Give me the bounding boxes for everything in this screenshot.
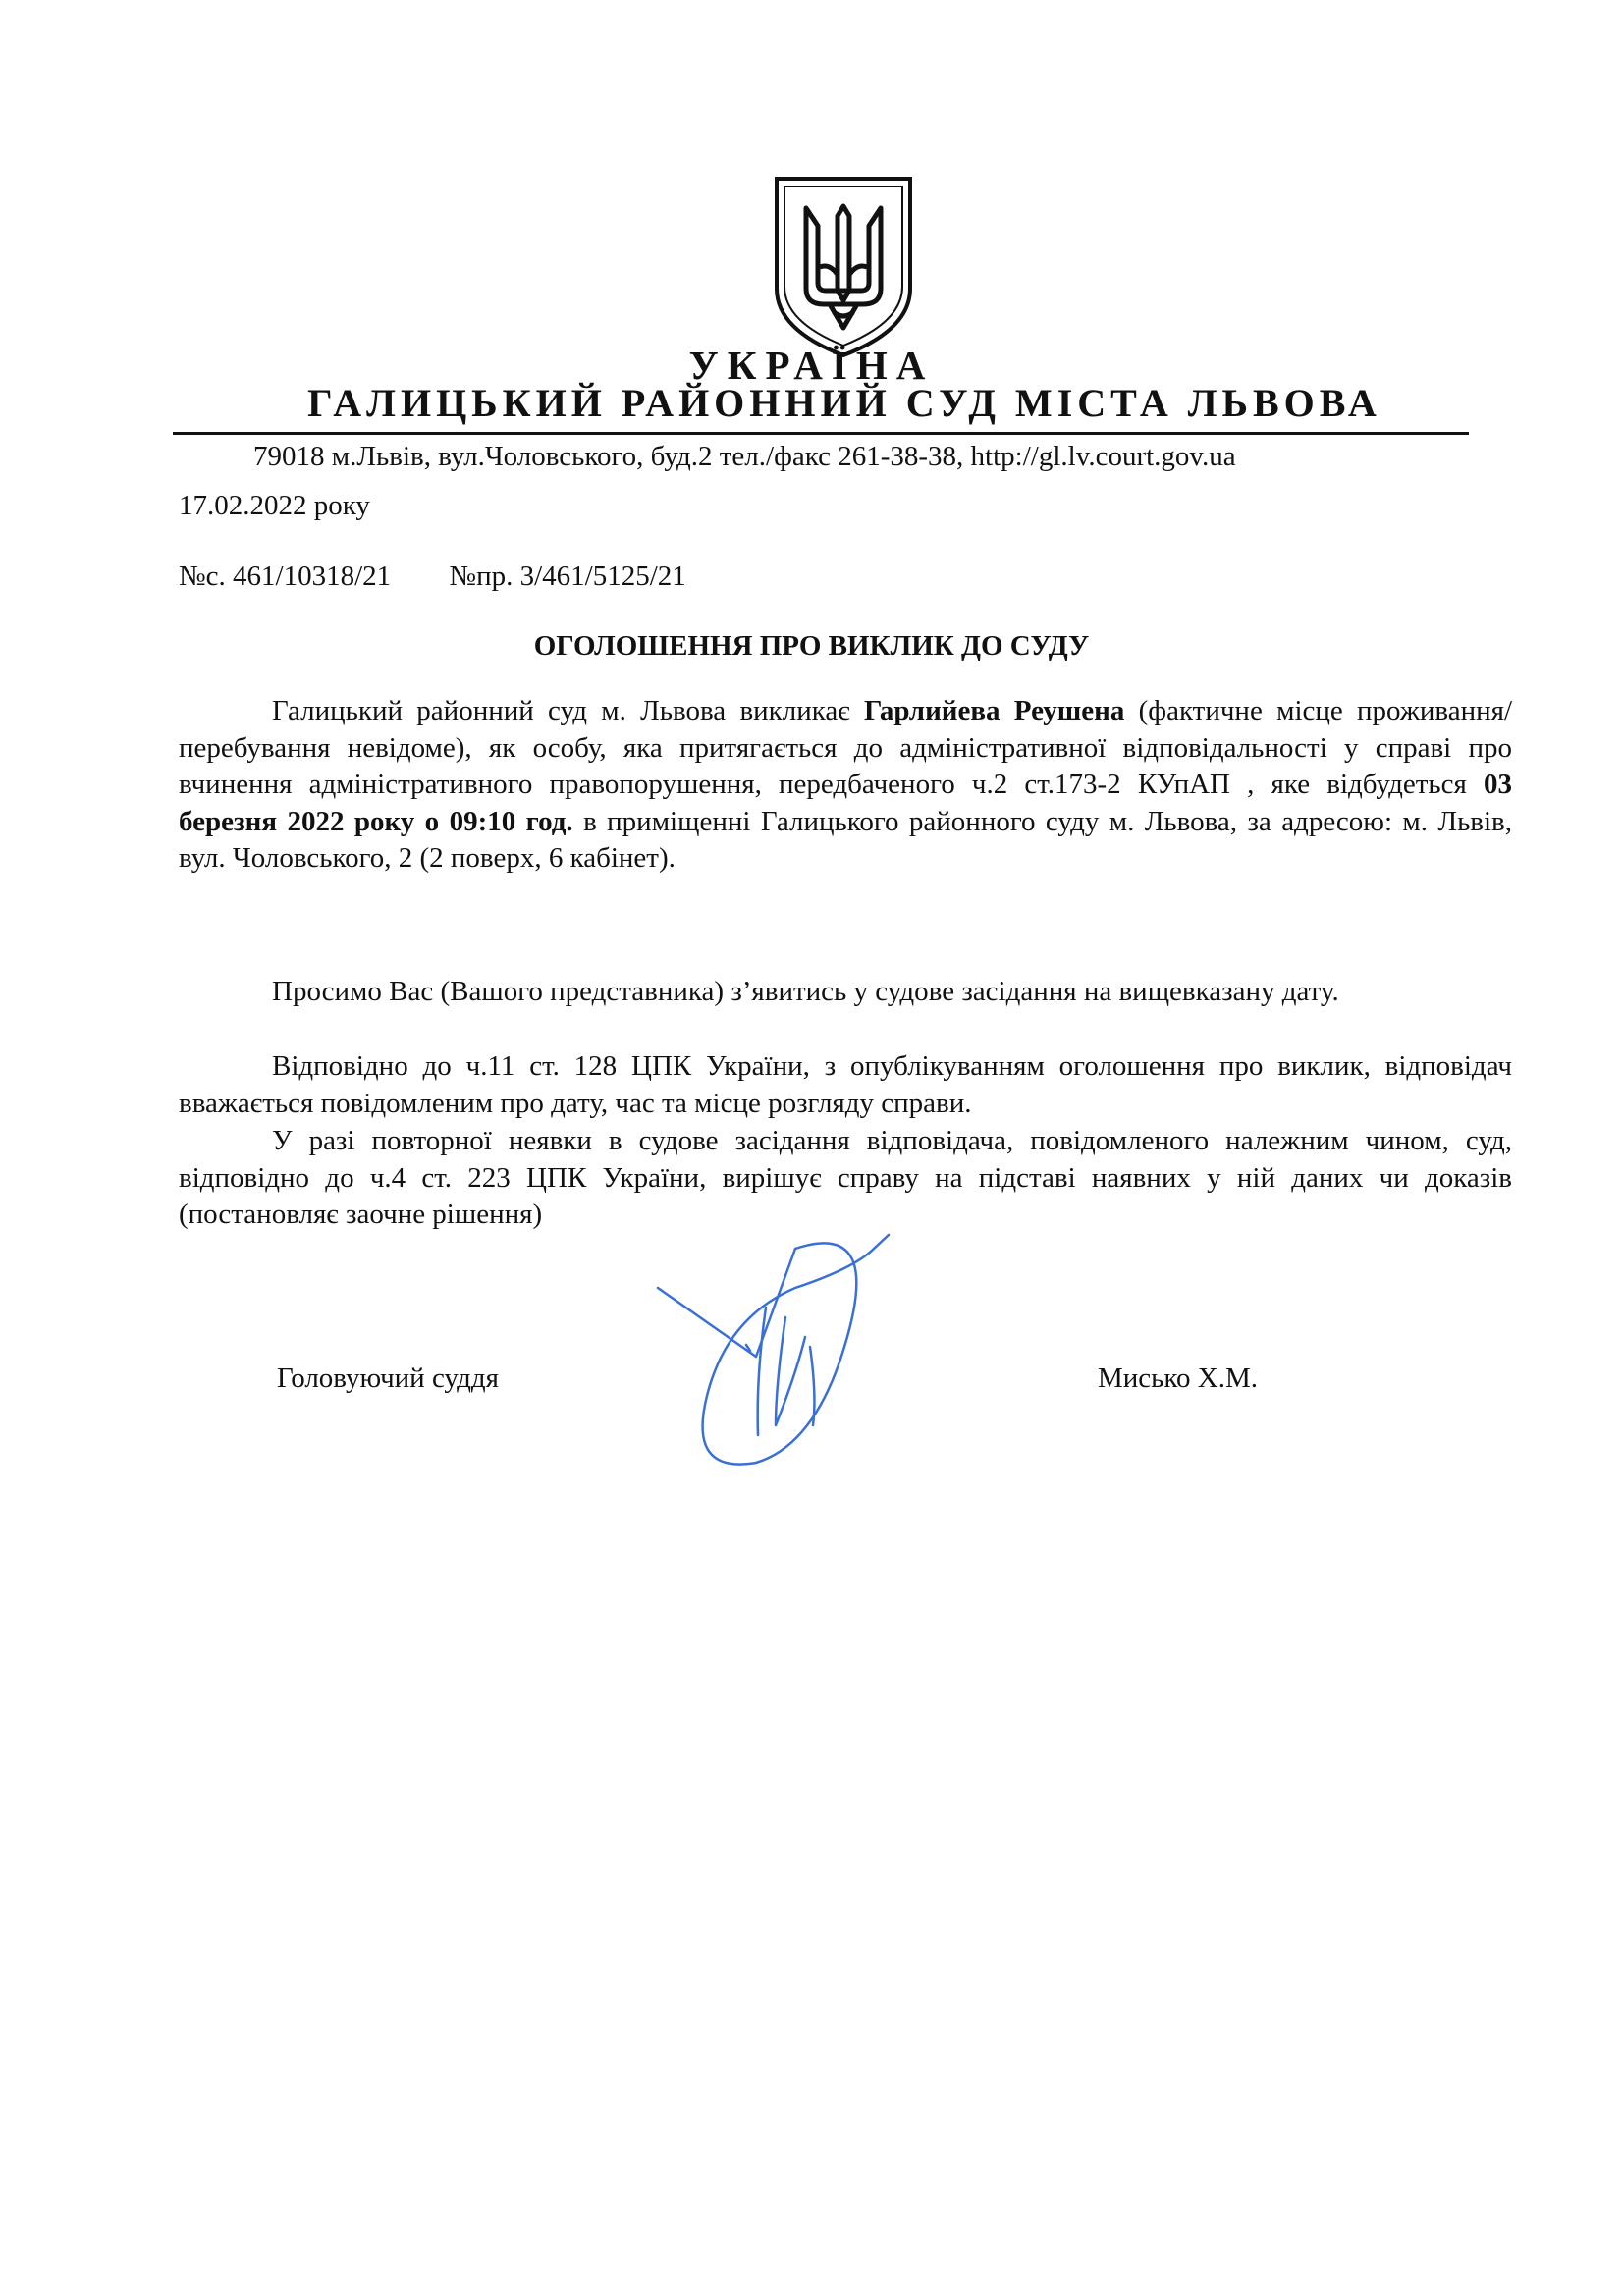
coat-of-arms-icon [771,173,916,359]
notification-paragraph: Відповідно до ч.11 ст. 128 ЦПК України, з опублікуванням оголошення про виклик, відповідач вважається повідомленим про дату, час та місце розгляду справи. [179,1050,1512,1119]
document-title: ОГОЛОШЕННЯ ПРО ВИКЛИК ДО СУДУ [533,630,1090,662]
hearing-datetime: 03 березня 2022 року о 09:10 год. [179,769,1512,837]
judge-name: Мисько Х.М. [1098,1362,1258,1394]
proceeding-number: №пр. 3/461/5125/21 [449,561,686,592]
summons-paragraph [179,693,1512,878]
case-number: №с. 461/10318/21 [179,561,392,592]
court-address: 79018 м.Львів, вул.Чоловського, буд.2 тел./факс 261-38-38, http://gl.lv.court.gov.ua [253,441,1236,472]
case-numbers [179,559,686,594]
request-paragraph: Просимо Вас (Вашого представника) з’явитись у судове засідання на вищевказану дату. [272,976,1339,1007]
summons-text-c: в приміщенні Галицького районного суду м. Львова, за адресою: м. Львів, вул. Чоловського, 2 (2 поверх, 6 кабінет). [179,805,1512,874]
handwritten-signature [648,1229,913,1474]
document-date: 17.02.2022 року [179,490,370,521]
summons-text-a: Галицький районний суд м. Львова викликає [272,695,864,726]
default-judgment-paragraph: У разі повторної неявки в судове засідання відповідача, повідомленого належним чином, суд, відповідно до ч.4 ст. 223 ЦПК України, вирішує справу на підставі наявних у ній даних чи доказів (постановляє заочне рішення) [179,1125,1512,1230]
court-name-heading: ГАЛИЦЬКИЙ РАЙОННИЙ СУД МІСТА ЛЬВОВА [307,381,1381,425]
judge-role: Головуючий суддя [277,1362,499,1394]
summoned-person-name: Гарлийева Реушена [864,695,1125,726]
country-heading: УКРАЇНА [688,343,935,388]
summons-text-b: (фактичне місце проживання/перебування невідоме), як особу, яка притягається до адміністративної відповідальності у справі про вчинення адміністративного правопорушення, передбаченого ч.2 ст.173-2 КУпАП , яке відбудеться [179,695,1513,800]
header-divider [173,432,1469,435]
